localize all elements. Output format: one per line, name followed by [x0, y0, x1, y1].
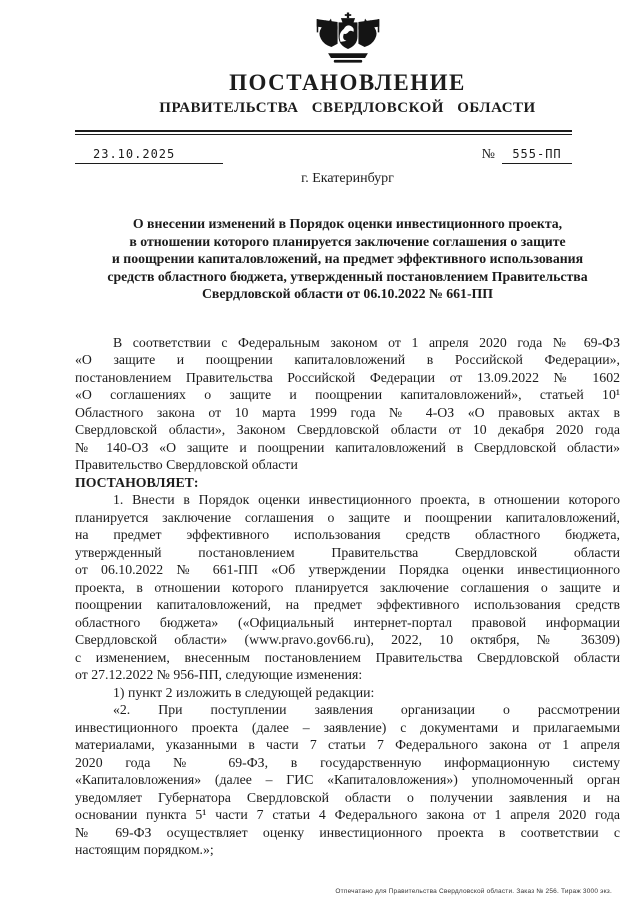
text-line: Свердловской области» (www.pravo.gov66.ru), 2022, 10 октября, № 36309) [75, 632, 620, 647]
item-1-paragraph [75, 491, 620, 684]
text-line: областного бюджета» («Официальный интернет-портал правовой информации [75, 614, 620, 630]
subitem-1-line [75, 684, 620, 702]
text-line: поощрении капиталовложений, на предмет эффективного использования средств [75, 597, 620, 612]
document-date: 23.10.2025 [93, 147, 176, 161]
text-line: от 06.10.2022 № 661-ПП «Об утверждении Порядка оценки инвестиционного [75, 562, 620, 577]
text-line: В соответствии с Федеральным законом от 1 апреля 2020 года № 69-ФЗ [113, 334, 620, 350]
text-line: «О защите и поощрении капиталовложений в Российской Федерации», [75, 352, 620, 367]
text-line: средств областного бюджета, утвержденный постановлением Правительства [107, 268, 588, 284]
coat-of-arms-graphic [312, 12, 384, 66]
text-line: 1. Внести в Порядок оценки инвестиционного проекта, в отношении которого [113, 492, 620, 507]
document-type-title: ПОСТАНОВЛЕНИЕ [229, 70, 466, 95]
text-line: и поощрении капиталовложений, на предмет эффективного использования [111, 251, 584, 266]
resolves-label: ПОСТАНОВЛЯЕТ: [75, 474, 199, 490]
text-line: на предмет эффективного использования средств областного бюджета, [75, 527, 620, 542]
text-line: основании пункта 5¹ части 7 статьи 4 Федерального закона от 1 апреля 2020 года [75, 807, 620, 822]
text-line: Свердловской области», Законом Свердловской области от 10 декабря 2020 года [75, 422, 620, 437]
header-divider [75, 130, 572, 135]
text-line: 1) пункт 2 изложить в следующей редакции: [113, 684, 375, 700]
print-note: Отпечатано для Правительства Свердловской области. Заказ № 256. Тираж 3000 экз. [335, 888, 612, 895]
document-org-title: ПРАВИТЕЛЬСТВА СВЕРДЛОВСКОЙ ОБЛАСТИ [159, 100, 536, 116]
text-line: уведомляет Губернатора Свердловской области о получении заявления и на [75, 789, 620, 805]
text-line: О внесении изменений в Порядок оценки инвестиционного проекта, [132, 216, 563, 231]
document-subject [75, 215, 620, 303]
text-line: инвестиционного проекта (далее – заявление) с документами и прилагаемыми [75, 719, 620, 735]
quoted-item-2-paragraph [75, 701, 620, 859]
text-line: Свердловской области от 06.10.2022 № 661-ПП [201, 286, 494, 301]
document-city: г. Екатеринбург [301, 171, 394, 186]
text-line: проекта, в отношении которого планируется заключение соглашения о защите и [75, 579, 620, 595]
text-line: № 69-ФЗ осуществляет оценку инвестиционного проекта в соответствии с [75, 824, 620, 840]
text-line: постановлением Правительства Российской Федерации от 13.09.2022 № 1602 [75, 369, 620, 385]
text-line: в отношении которого планируется заключение соглашения о защите [129, 233, 566, 249]
text-line: с изменением, внесенным постановлением Правительства Свердловской области [75, 649, 620, 665]
text-line: № 140-ОЗ «О защите и поощрении капиталовложений в Свердловской области» [75, 439, 620, 455]
document-body [75, 334, 620, 859]
text-line: от 27.12.2022 № 956-ПП, следующие изменения: [75, 667, 363, 682]
text-line: «Капиталовложения» (далее – ГИС «Капиталовложения») уполномоченный орган [75, 772, 620, 787]
text-line: «2. При поступлении заявления организации о рассмотрении [113, 702, 620, 717]
document-meta-row [75, 140, 572, 164]
text-line: «О соглашениях о защите и поощрении капиталовложений», статьей 10¹ [75, 387, 620, 402]
text-line: Областного закона от 10 марта 1999 года № 4-ОЗ «О правовых актах в [75, 404, 620, 420]
document-content [75, 12, 620, 859]
text-line: материалами, указанными в части 7 статьи 7 Федерального закона от 1 апреля [75, 737, 620, 752]
number-label: № [481, 147, 495, 162]
document-date-field [75, 147, 223, 164]
coat-of-arms [75, 12, 620, 68]
text-line: утвержденный постановлением Правительства Свердловской области [75, 544, 620, 560]
text-line: планируется заключение соглашения о защите и поощрении капиталовложений, [75, 509, 620, 525]
document-number-group [482, 147, 572, 164]
document-number: 555-ПП [502, 147, 572, 164]
preamble-paragraph [75, 334, 620, 474]
text-line: настоящим порядком.»; [75, 842, 214, 857]
text-line: Правительство Свердловской области [75, 457, 298, 472]
text-line: 2020 года № 69-ФЗ, в государственную информационную систему [75, 754, 620, 770]
